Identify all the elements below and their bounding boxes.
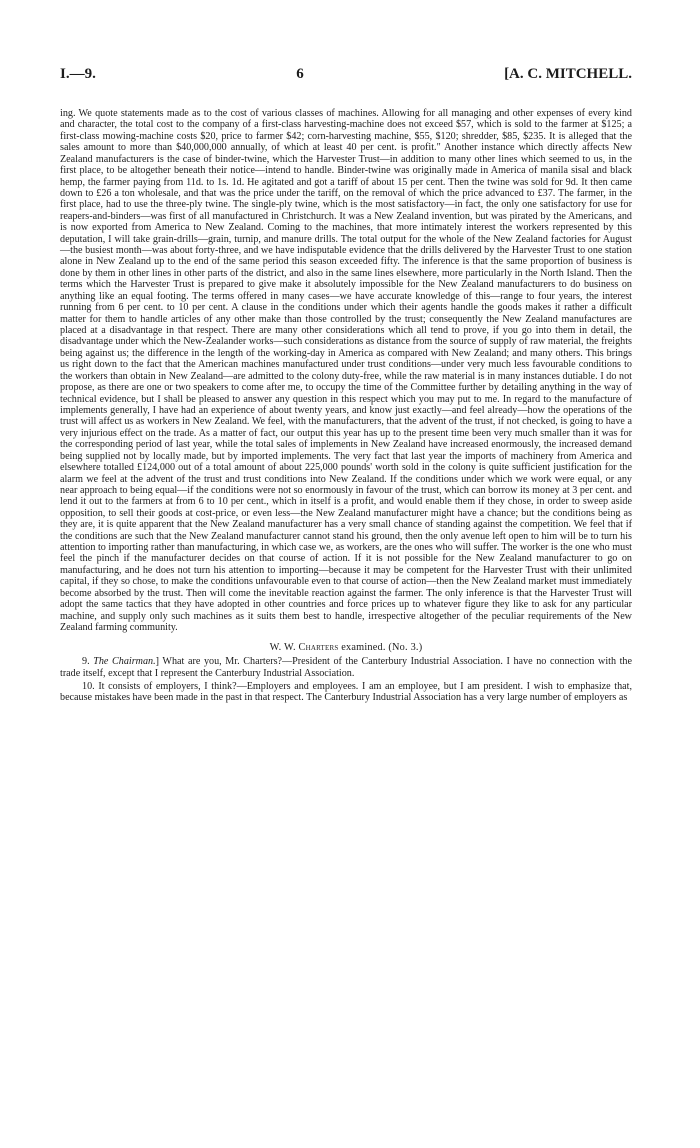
section-heading — [60, 642, 632, 654]
heading-initials: W. W. — [269, 642, 299, 654]
question-number: 9. — [82, 656, 94, 668]
question-text: It consists of employers, I think?—Employers and employees. I am an employee, but I am president. I wish to emphasize that, because mistakes have been made in the past in that respect. The Canterbury Industrial Association has a very large number of employers as — [60, 680, 633, 704]
question-text: ] What are you, Mr. Charters?—President of the Canterbury Industrial Association. I have no connection with the trade itself, except that I represent the Canterbury Industrial Association. — [60, 656, 632, 679]
question-10 — [60, 681, 632, 704]
document-reference: I.—9. — [60, 66, 96, 82]
heading-surname: Charters — [298, 642, 339, 654]
question-number: 10. — [82, 680, 99, 692]
witness-name: [A. C. MITCHELL. — [504, 66, 632, 82]
page-header — [60, 66, 632, 88]
question-speaker: The Chairman. — [93, 656, 156, 668]
question-9 — [60, 656, 632, 679]
page-number: 6 — [296, 66, 304, 82]
heading-suffix: examined. (No. 3.) — [338, 642, 423, 654]
main-paragraph: ing. We quote statements made as to the cost of various classes of machines. Allowing for all managing and other expenses of every kind and character, the total cost to the company of a first-class harvesting-machine does not exceed $57, which is sold to the farmer at $125; a first-class mowing-machine costs $20, price to farmer $42; corn-harvesting machine, $55, $120; shredder, $85, $235. It is alleged that the sales amount to more than $40,000,000 annually, of which at least 40 per cent. is profit." Another instance which directly affects New Zealand manufacturers is the case of binder-twine, which the Harvester Trust—in addition to many other lines which seemed to us, in the first place, to be altogether beneath their notice—intend to handle. Binder-twine was originally made in America of manila sisal and black hemp, the farmer paying from 11d. to 1s. 1d. He agitated and got a tariff of about 15 per cent. Then the twine was sold for 9d. It then came down to £26 a ton wholesale, and that was the price under the tariff, on the removal of which the price advanced to £37. The farmer, in the first place, had to use the three-ply twine. The single-ply twine, which is the most satisfactory—in fact, the only one satisfactory for use for reapers-and-binders—was first of all manufactured in Christchurch. It was a New Zealand invention, but was pirated by the Americans, and is now exported from America to New Zealand. Coming to the machines, that more intimately interest the workers represented by this deputation, I will take grain-drills—grain, turnip, and manure drills. The total output for the whole of the New Zealand factories for August—the busiest month—was about forty-three, and we have indisputable evidence that the drills delivered by the Harvester Trust to one station alone in New Zealand up to the end of the same period this season exceeded fifty. The inference is that the same proportion of business is done by them in other lines in other parts of the district, and also in the same lines elsewhere, more particularly in the North Island. Then the terms which the Harvester Trust is prepared to give make it absolutely impossible for the New Zealand manufacturers to do business on anything like an equal footing. The terms offered in many cases—we have accurate knowledge of this—range to four years, the interest running from 6 per cent. to 10 per cent. A clause in the conditions under which their agents handle the goods makes it rather a difficult matter for them to handle articles of any other make than those controlled by the trust; consequently the New Zealand manufactures are placed at a disadvantage in that respect. There are many other considerations which all tend to prove, if you go into them in detail, the disadvantage under which the New-Zealander works—such considerations as distance from the source of supply of raw material, the freights being against us; the difference in the length of the working-day in America as compared with New Zealand; and many others. This brings us right down to the fact that the American machines manufactured under trust conditions—under very much less favourable conditions to the workers than obtain in New Zealand—are admitted to the colony duty-free, while the raw material is in many instances dutiable. I do not propose, as there are one or two speakers to come after me, to occupy the time of the Committee further by detailing anything in the way of technical evidence, but I shall be pleased to answer any question in this respect which you may put to me. In regard to the manufacture of implements generally, I have had an experience of about twenty years, and know just exactly—and feel already—how the operations of the trust will affect us as workers in New Zealand. We feel, with the manufacturers, that the advent of the trust, if not checked, is going to have a very injurious effect on the trade. As a matter of fact, our output this year has up to the present time been very much smaller than it was for the corresponding period of last year, while the total sales of implements in New Zealand have increased enormously, the increased demand being supplied not by locally made, but by imported implements. The very fact that last year the imports of machinery from America and elsewhere totalled £124,000 out of a total amount of about 225,000 pounds' worth sold in the colony is quite sufficient justification for the alarm we feel at the advent of the trust and trust conditions into New Zealand. If the conditions under which we work were equal, or any near approach to being equal—if the conditions were not so enormously in favour of the trust, which can borrow its money at 3 per cent. and lend it out to the farmers at from 6 to 10 per cent., which in itself is a profit, and would enable them if they chose, in order to sweep aside opposition, to sell their goods at cost-price, or even less—the New Zealand manufacturer might have a chance; but the conditions being as they are, it is quite apparent that the New Zealand manufacturer has a very small chance of standing against the competition. We feel that if the conditions are such that the New Zealand manufacturer cannot stand his ground, then the only avenue left open to him will be to turn his attention to importing rather than manufacturing, in which case we, as workers, are the ones who will suffer. The worker is the one who must feel the pinch if the manufacturer decides on that course of action. If it is not possible for the New Zealand manufacturer to go on manufacturing, and he does not turn his attention to importing—because it may be competent for the Harvester Trust with their unlimited capital, if they so chose, to make the conditions unfavourable even to that course of action—then the New Zealand market must immediately become absorbed by the trust. Then will come the inevitable reaction against the farmer. The only inference is that the Harvester Trust will adopt the same tactics that they have adopted in other countries and force prices up to whatever figure they like to ask for any particular machine, and supply only such machines as it suits them best to handle, irrespective altogether of the peculiar requirements of the New Zealand farming community. — [60, 108, 632, 633]
